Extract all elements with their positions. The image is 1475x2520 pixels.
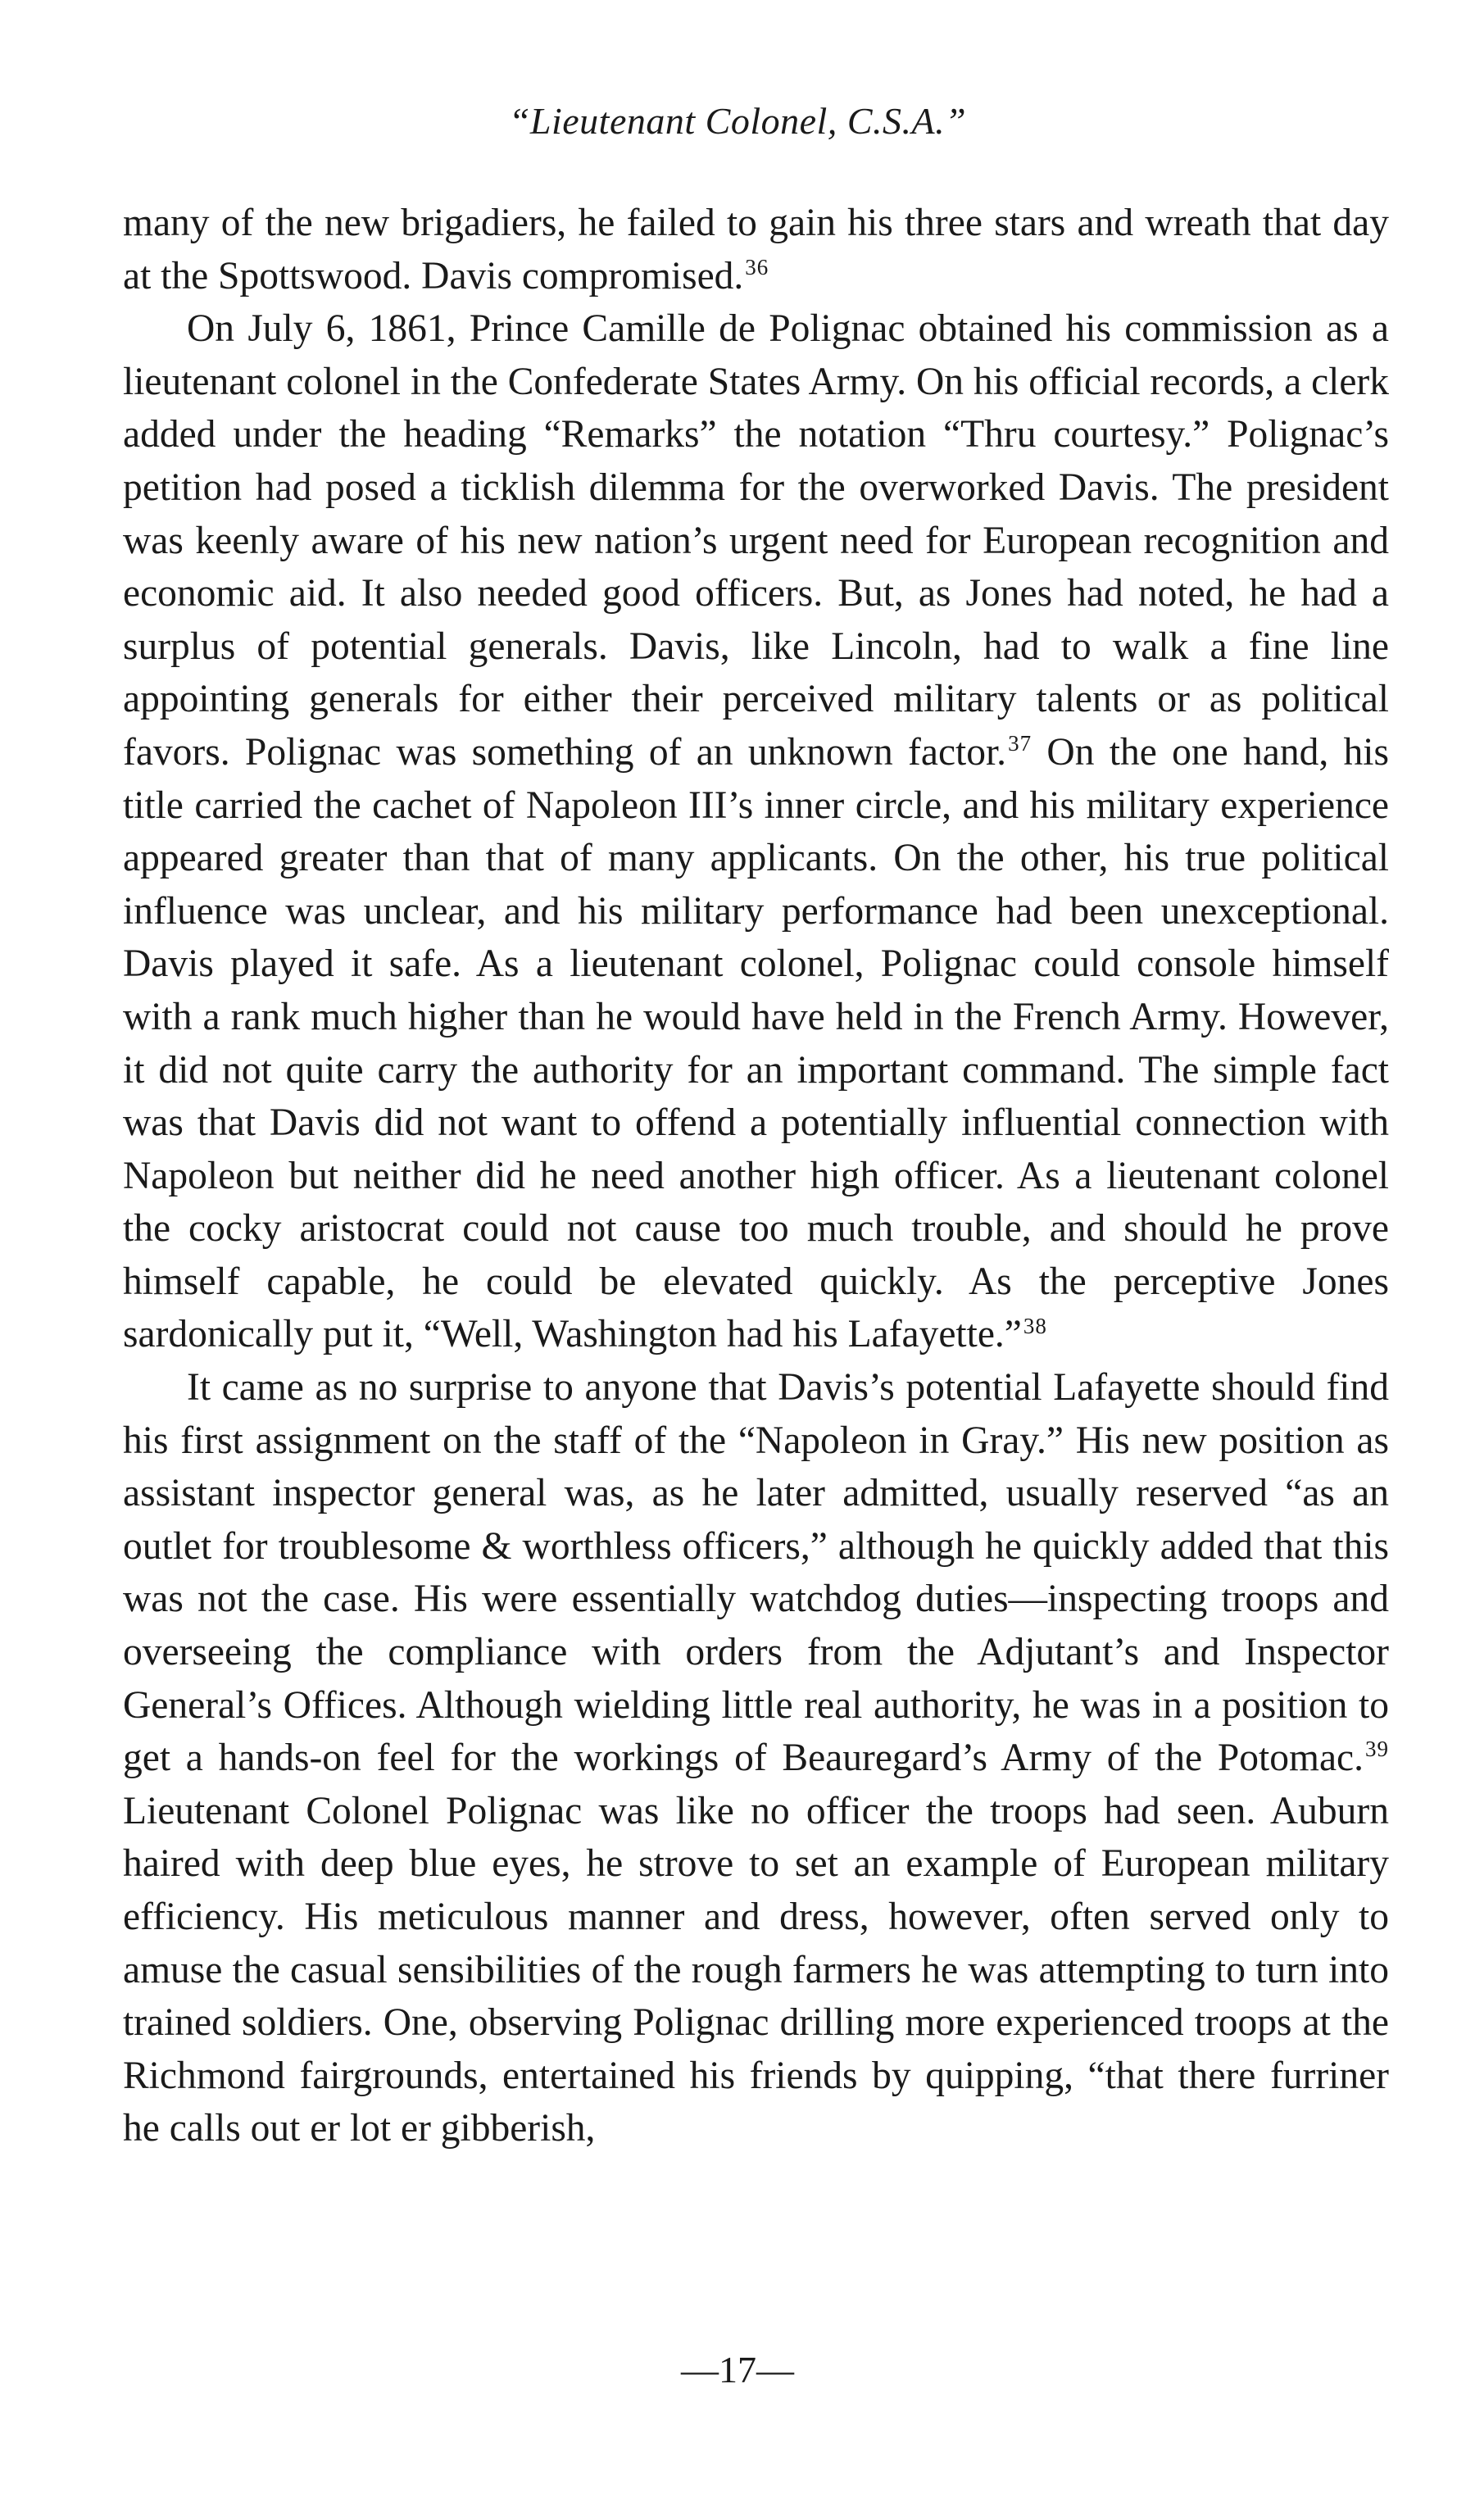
footnote-marker: 37 bbox=[1008, 731, 1032, 756]
footnote-marker: 38 bbox=[1023, 1313, 1047, 1338]
running-head: “Lieutenant Colonel, C.S.A.” bbox=[508, 100, 967, 142]
text-run: On July 6, 1861, Prince Camille de Polignac obtained his commission as a lieutenant colonel in the Confederate States Army. On his official records, a clerk added under the heading “Remarks” the notation “Thru courtesy.” Polignac’s petition had posed a ticklish dilemma for the overworked Davis. The president was keenly aware of his new nation’s urgent need for European recognition and economic aid. It also needed good officers. But, as Jones had noted, he had a surplus of potential generals. Davis, like Lincoln, had to walk a fine line appointing generals for either their perceived military talents or as political favors. Polignac was something of an unknown factor. bbox=[123, 307, 1389, 774]
paragraph bbox=[123, 1361, 1389, 2155]
text-run: Lieutenant Colonel Polignac was like no officer the troops had seen. Auburn haired with deep blue eyes, he strove to set an example of European military efficiency. His meticulous manner and dress, however, often served only to amuse the casual sensibilities of the rough farmers he was attempting to turn into trained soldiers. One, observing Polignac drilling more experienced troops at the Richmond fairgrounds, entertained his friends by quipping, “that there furriner he calls out er lot er gibberish, bbox=[123, 1789, 1389, 2150]
paragraph bbox=[123, 302, 1389, 1361]
body-text bbox=[123, 197, 1389, 2155]
text-run: It came as no surprise to anyone that Davis’s potential Lafayette should find his first assignment on the staff of the “Napoleon in Gray.” His new position as assistant inspector general was, as he later admitted, usually reserved “as an outlet for troublesome & worthless officers,” although he quickly added that this was not the case. His were essentially watchdog duties—inspecting troops and overseeing the compliance with orders from the Adjutant’s and Inspector General’s Offices. Although wielding little real authority, he was in a position to get a hands-on feel for the workings of Beauregard’s Army of the Potomac. bbox=[123, 1366, 1389, 1780]
page-number: —17— bbox=[681, 2349, 794, 2391]
text-run: many of the new brigadiers, he failed to gain his three stars and wreath that day at the Spottswood. Davis compromised. bbox=[123, 202, 1389, 297]
paragraph bbox=[123, 197, 1389, 302]
footnote-marker: 39 bbox=[1365, 1737, 1389, 1762]
footnote-marker: 36 bbox=[745, 254, 769, 279]
text-run: On the one hand, his title carried the cachet of Napoleon III’s inner circle, and his military experience appeared greater than that of many applicants. On the other, his true political influence was unclear, and his military performance had been unexceptional. Davis played it safe. As a lieutenant colonel, Polignac could console himself with a rank much higher than he would have held in the French Army. However, it did not quite carry the authority for an important command. The simple fact was that Davis did not want to offend a potentially influential connection with Napoleon but neither did he need another high officer. As a lieutenant colonel the cocky aristocrat could not cause too much trouble, and should he prove himself capable, he could be elevated quickly. As the perceptive Jones sardonically put it, “Well, Washington had his Lafayette.” bbox=[123, 730, 1389, 1356]
